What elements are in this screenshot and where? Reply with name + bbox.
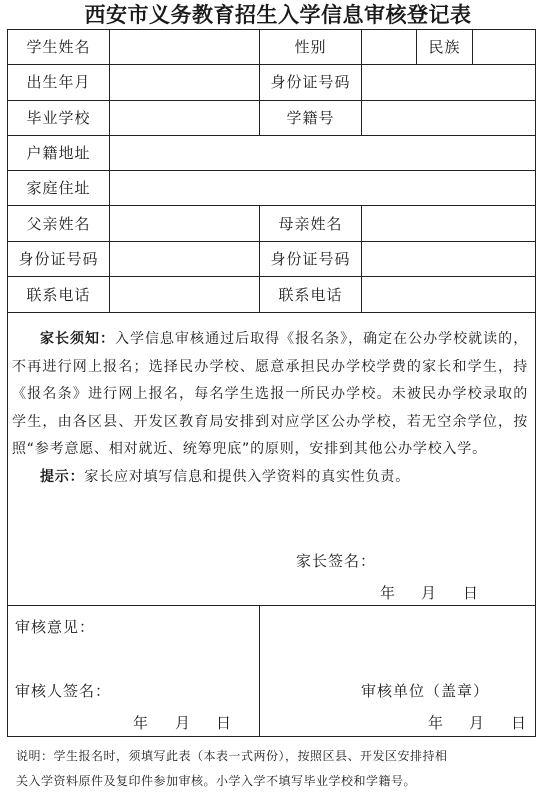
gender-field[interactable]: [362, 37, 416, 57]
notice-body: 入学信息审核通过后取得《报名条》，确定在公办学校就读的，不再进行网上报名；选择民办学校、愿意承担民办学校学费的家长和学生，持《报名条》进行网上报名，每名学生选报一所民办学校。未被民办学校录取的学生，由各区县、开发区教育局安排到对应学区公办学校，若无空余学位，按照“参考意愿、相对就近、统筹兜底”的原则，安排到其他公办学校入学。: [12, 331, 528, 457]
mother-id-label: 身份证号码: [270, 250, 351, 268]
tip-paragraph: [12, 464, 528, 492]
row-divider: [8, 276, 535, 277]
student-name-field[interactable]: [110, 37, 259, 57]
home-address-label: 家庭住址: [26, 179, 91, 197]
gender-label: 性别: [294, 38, 327, 56]
footer-note: [16, 744, 536, 794]
reviewer-date-day: 日: [216, 714, 233, 732]
unit-date-year: 年: [428, 714, 445, 732]
row-divider: [8, 241, 535, 242]
reviewer-signature-label: 审核人签名：: [15, 682, 112, 700]
form-title: 西安市义务教育招生入学信息审核登记表: [84, 3, 472, 27]
unit-date-month: 月: [469, 714, 486, 732]
row-divider: [8, 312, 535, 313]
father-phone-field[interactable]: [110, 285, 259, 305]
graduated-school-label: 毕业学校: [26, 109, 91, 127]
student-name-label: 学生姓名: [26, 38, 91, 56]
tip-heading: 提示：: [40, 468, 85, 485]
father-id-field[interactable]: [110, 249, 259, 269]
parent-notice: [12, 326, 528, 491]
father-name-field[interactable]: [110, 214, 259, 234]
row-divider: [8, 64, 535, 65]
parent-signature-label: 家长签名：: [296, 552, 377, 570]
id-number-label: 身份证号码: [270, 73, 351, 91]
notice-paragraph: [12, 326, 528, 464]
mother-phone-label: 联系电话: [278, 286, 343, 304]
ethnicity-field[interactable]: [473, 37, 535, 57]
household-address-label: 户籍地址: [26, 144, 91, 162]
father-name-label: 父亲姓名: [26, 215, 91, 233]
row-divider: [8, 605, 535, 606]
household-address-field[interactable]: [110, 143, 535, 163]
ethnicity-label: 民族: [428, 38, 461, 56]
graduated-school-field[interactable]: [110, 108, 259, 128]
home-address-field[interactable]: [110, 178, 535, 198]
mother-name-field[interactable]: [362, 214, 535, 234]
reviewer-date-year: 年: [133, 714, 150, 732]
row-divider: [8, 205, 535, 206]
birth-label: 出生年月: [26, 73, 91, 91]
reviewer-date-month: 月: [175, 714, 192, 732]
student-number-field[interactable]: [362, 108, 535, 128]
parent-date-year: 年: [380, 584, 397, 602]
tip-body: 家长应对填写信息和提供入学资料的真实性负责。: [84, 468, 411, 485]
row-divider: [8, 135, 535, 136]
footer-line: 关入学资料原件及复印件参加审核。小学入学不填写毕业学校和学籍号。: [16, 774, 417, 788]
parent-date-month: 月: [421, 584, 438, 602]
id-number-field[interactable]: [362, 72, 535, 92]
unit-date-day: 日: [511, 714, 528, 732]
birth-field[interactable]: [110, 72, 259, 92]
review-unit-label: 审核单位（盖章）: [361, 682, 490, 700]
father-phone-label: 联系电话: [26, 286, 91, 304]
mother-phone-field[interactable]: [362, 285, 535, 305]
parent-date-day: 日: [463, 584, 480, 602]
footer-line: 说明：学生报名时，须填写此表（本表一式两份），按照区县、开发区安排持相: [16, 749, 448, 763]
mother-id-field[interactable]: [362, 249, 535, 269]
row-divider: [8, 100, 535, 101]
mother-name-label: 母亲姓名: [278, 215, 343, 233]
student-number-label: 学籍号: [286, 109, 335, 127]
notice-heading: 家长须知：: [40, 331, 116, 347]
review-opinion-label: 审核意见：: [15, 618, 96, 636]
father-id-label: 身份证号码: [18, 250, 99, 268]
row-divider: [8, 170, 535, 171]
column-divider: [259, 605, 260, 736]
